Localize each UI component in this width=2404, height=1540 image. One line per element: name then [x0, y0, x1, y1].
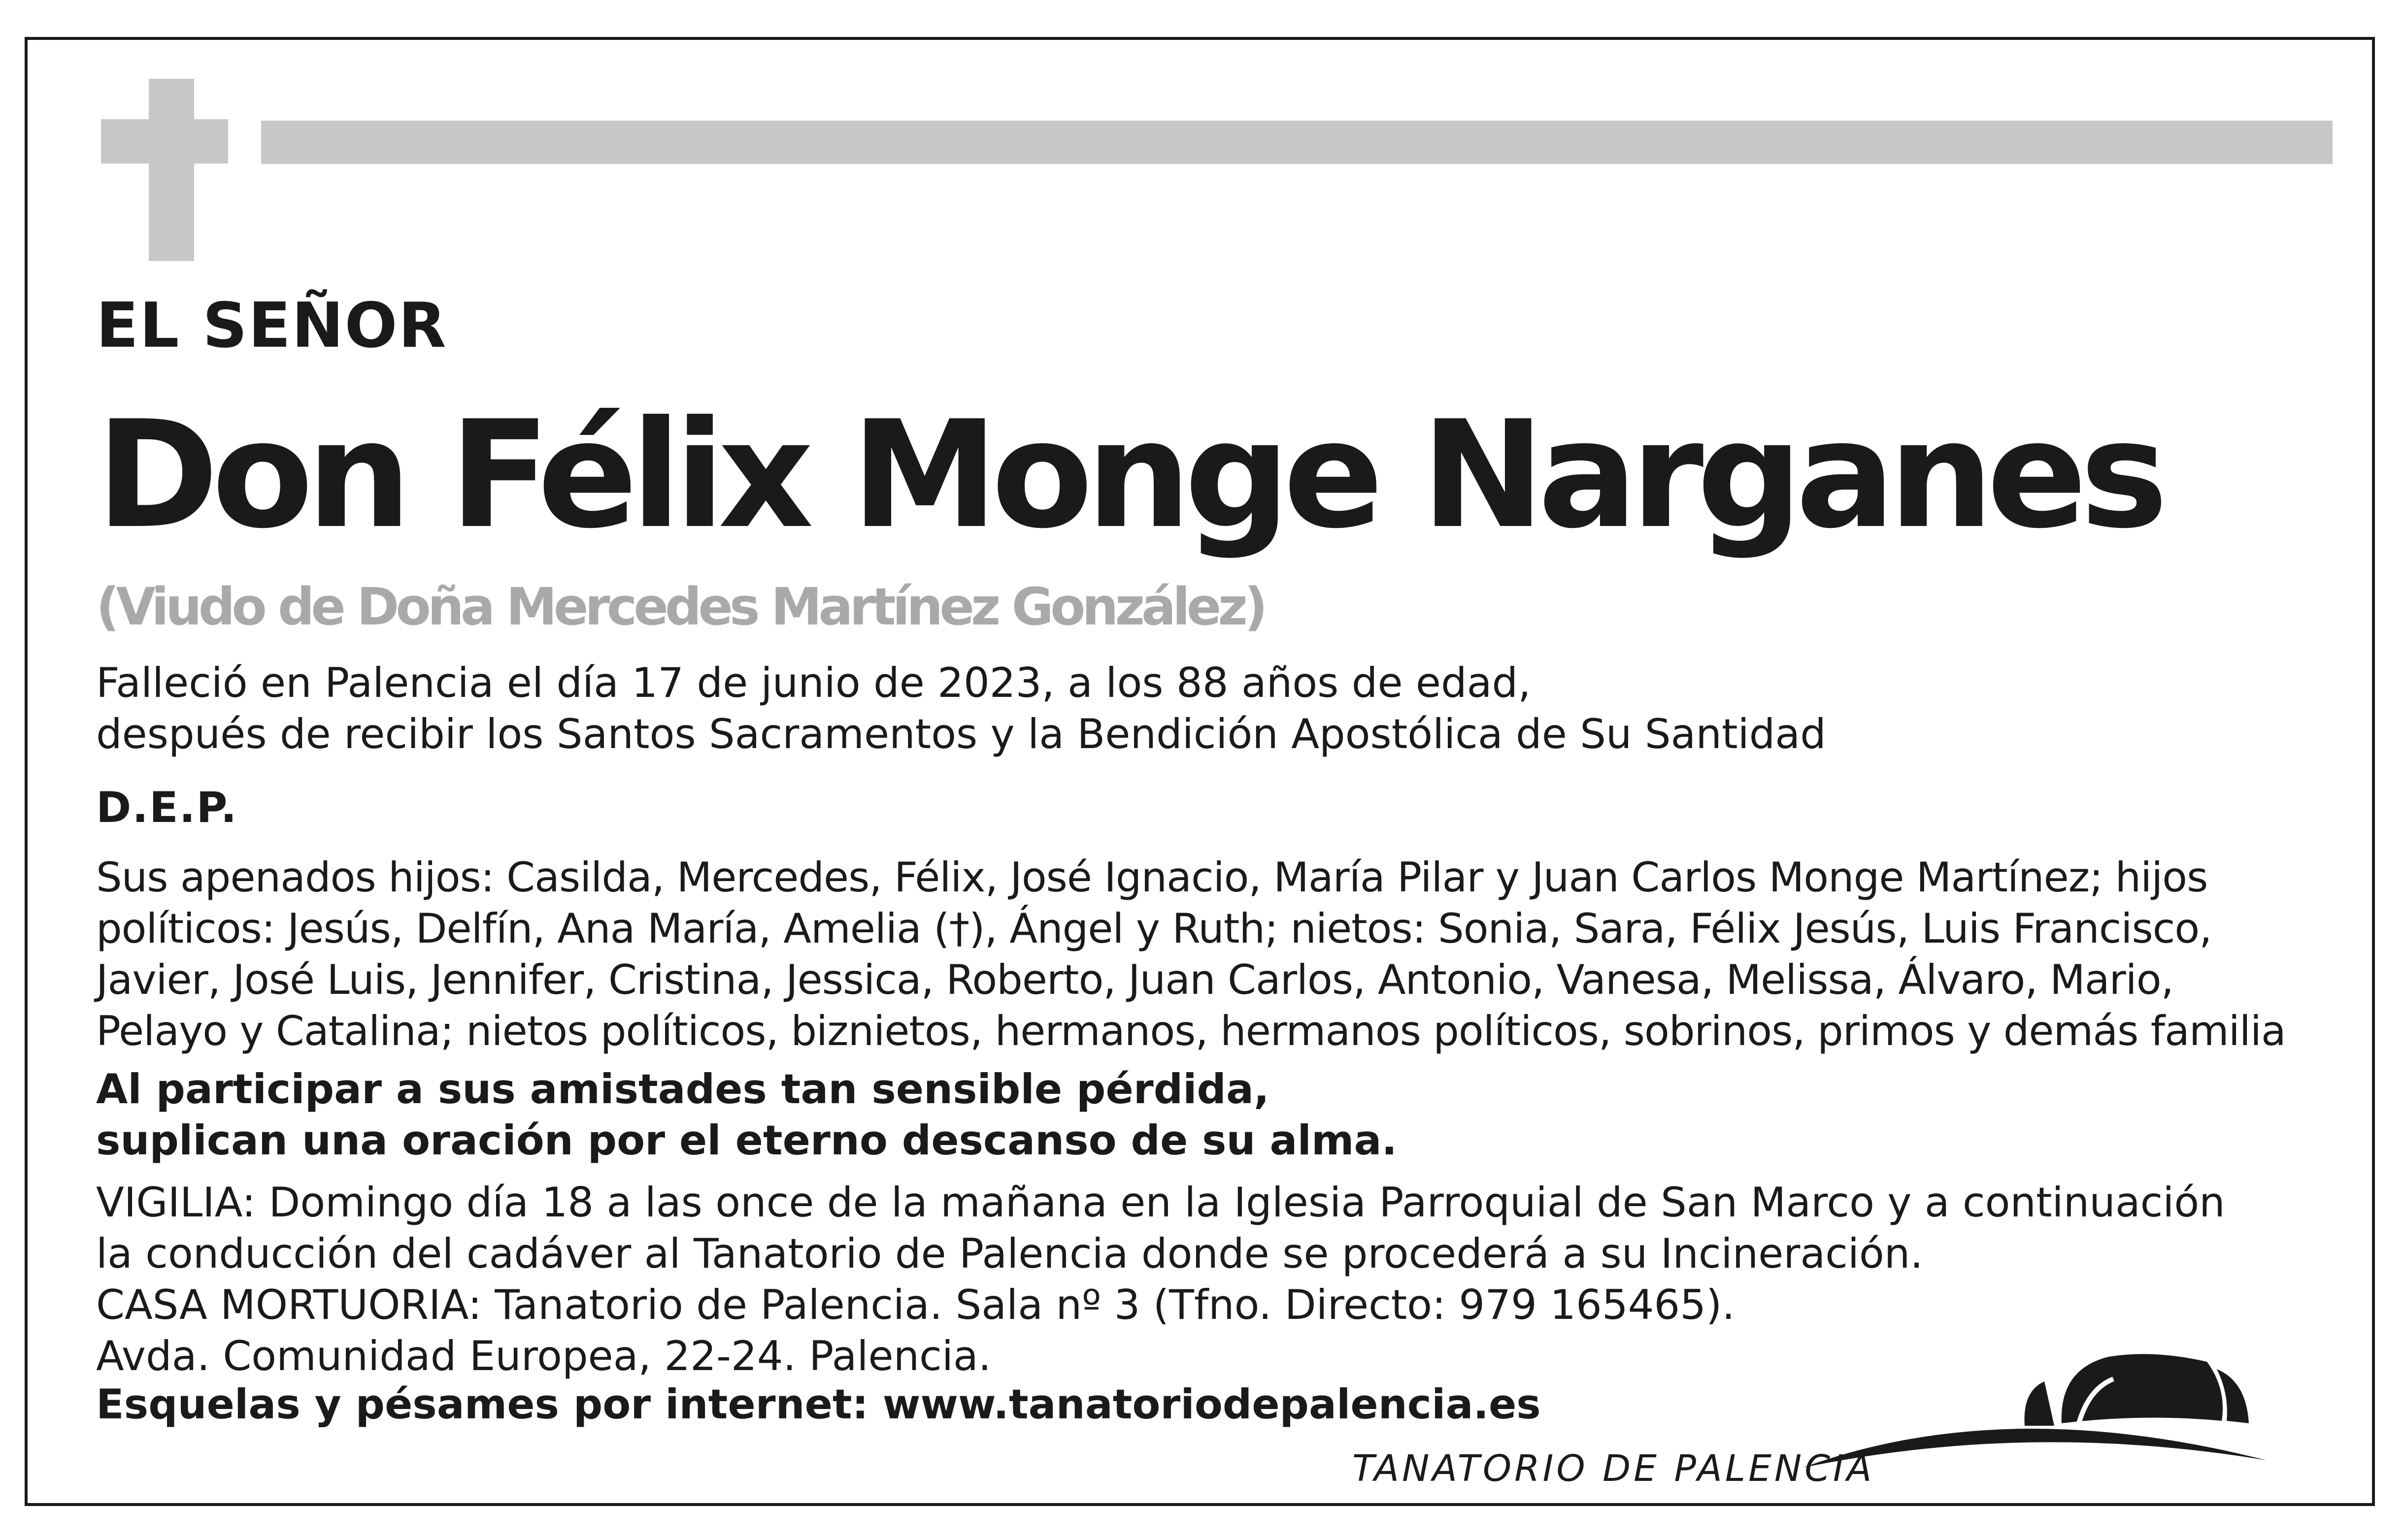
family-list — [96, 852, 2286, 1057]
cross-icon-arm — [101, 119, 228, 164]
rip-label: D.E.P. — [96, 783, 238, 832]
prayer-line: suplican una oración por el eterno descanso de su alma. — [96, 1116, 1398, 1164]
family-line: Sus apenados hijos: Casilda, Mercedes, Félix, José Ignacio, María Pilar y Juan Carlos Monge Martínez; hijos — [96, 853, 2208, 901]
internet-link[interactable]: Esquelas y pésames por internet: www.tanatoriodepalencia.es — [96, 1380, 1541, 1428]
cross-icon — [149, 79, 194, 261]
header-bar — [261, 121, 2333, 164]
death-line: después de recibir los Santos Sacramentos y la Bendición Apostólica de Su Santidad — [96, 710, 1826, 758]
family-line: políticos: Jesús, Delfín, Ana María, Amelia (†), Ángel y Ruth; nietos: Sonia, Sara, Félix Jesús, Luis Francisco, — [96, 905, 2212, 952]
prayer-request — [96, 1064, 1397, 1166]
widower-of: (Viudo de Doña Mercedes Martínez González) — [96, 577, 1265, 637]
death-line: Falleció en Palencia el día 17 de junio de 2023, a los 88 años de edad, — [96, 659, 1531, 707]
family-line: Pelayo y Catalina; nietos políticos, biznietos, hermanos, hermanos políticos, sobrinos, primos y demás familia — [96, 1007, 2286, 1055]
service-line: CASA MORTUORIA: Tanatorio de Palencia. Sala nº 3 (Tfno. Directo: 979 165465). — [96, 1281, 1735, 1329]
notice-title: EL SEÑOR — [96, 289, 447, 361]
family-line: Javier, José Luis, Jennifer, Cristina, Jessica, Roberto, Juan Carlos, Antonio, Vanesa, Melissa, Álvaro, Mario, — [96, 956, 2173, 1004]
service-line: la conducción del cadáver al Tanatorio de Palencia donde se procederá a su Incineración. — [96, 1230, 1923, 1278]
service-line: Avda. Comunidad Europea, 22-24. Palencia. — [96, 1332, 992, 1380]
deceased-name: Don Félix Monge Narganes — [96, 389, 2162, 561]
death-info — [96, 657, 1826, 760]
service-line: VIGILIA: Domingo día 18 a las once de la mañana en la Iglesia Parroquial de San Marco y a continuación — [96, 1179, 2225, 1226]
prayer-line: Al participar a sus amistades tan sensible pérdida, — [96, 1065, 1269, 1113]
logo-text: TANATORIO DE PALENCIA — [1352, 1447, 1875, 1490]
